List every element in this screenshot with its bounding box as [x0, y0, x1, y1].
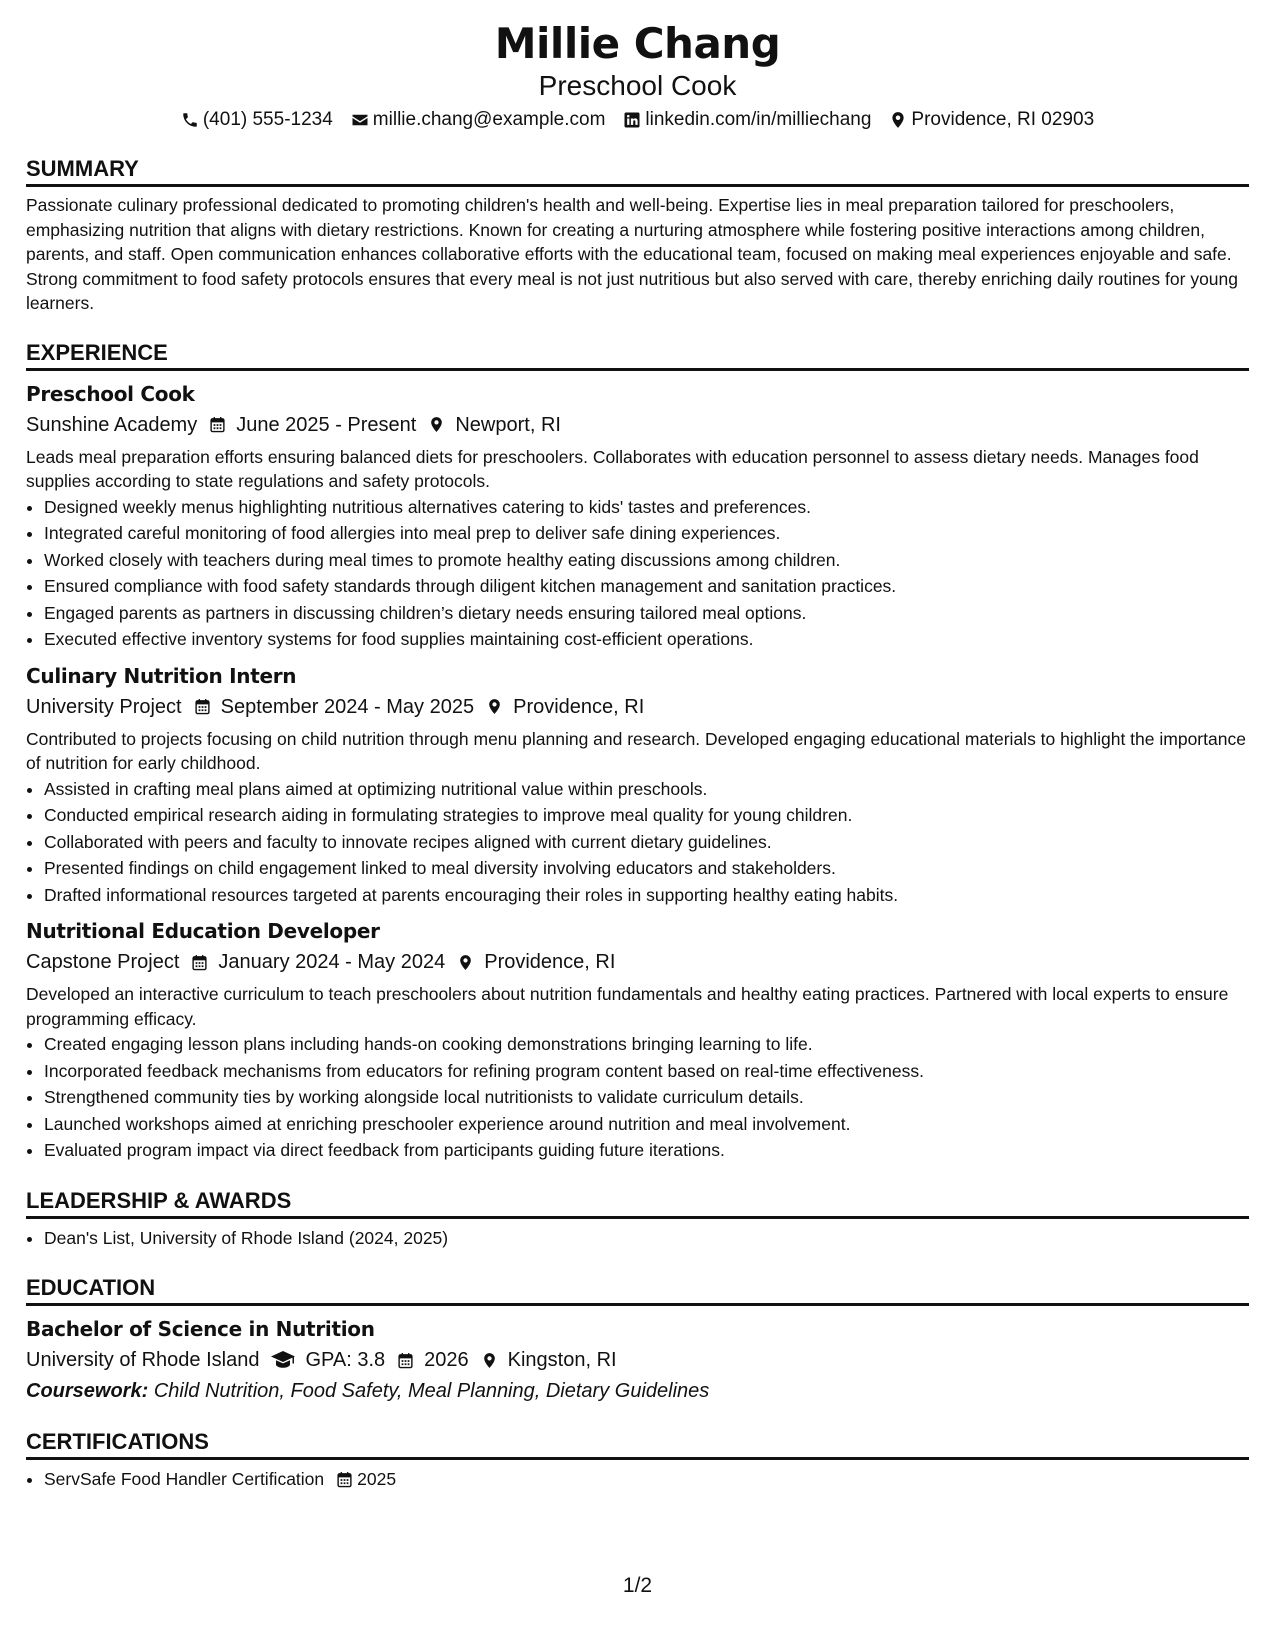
list-item: [44, 1466, 1249, 1493]
contact-location: [889, 108, 1094, 132]
graduation-cap-icon: [271, 1350, 295, 1370]
coursework-text: Child Nutrition, Food Safety, Meal Planning, Dietary Guidelines: [153, 1380, 710, 1402]
job-location: Newport, RI: [455, 413, 561, 436]
calendar-icon: [191, 954, 208, 971]
education-section: [26, 1275, 1249, 1405]
calendar-icon: [397, 1352, 414, 1369]
contact-email[interactable]: [351, 108, 606, 132]
map-pin-icon: [889, 111, 907, 129]
education-meta: [26, 1346, 1249, 1374]
map-pin-icon: [486, 698, 503, 715]
list-item: • Presented findings on child engagement linked to meal diversity involving educators and stakeholders.: [44, 855, 1249, 882]
section-heading: LEADERSHIP & AWARDS: [26, 1188, 1249, 1219]
list-item: • Launched workshops aimed at enriching preschooler experience around nutrition and meal involvement.: [44, 1111, 1249, 1138]
graduation-year: 2026: [424, 1349, 469, 1371]
summary-text: Passionate culinary professional dedicated to promoting children's health and well-being. Expertise lies in meal preparation tailored for preschoolers, emphasizing nutrition that aligns with dietary restrictions. Known for creating a nurturing atmosphere while fostering positive interactions among children, parents, and staff. Open communication enhances collaborative efforts with the educational team, focused on making meal experiences enjoyable and safe. Strong commitment to food safety protocols ensures that every meal is not just nutritious but also served with care, thereby enriching daily routines for young learners.: [26, 195, 1238, 313]
job-title: Preschool Cook: [26, 381, 195, 406]
job-bullets: [26, 776, 1249, 909]
job-dates: January 2024 - May 2024: [218, 951, 446, 973]
list-item: • Engaged parents as partners in discussing children’s dietary needs ensuring tailored meal options.: [44, 600, 1249, 627]
linkedin-link[interactable]: linkedin.com/in/milliechang: [645, 109, 872, 130]
list-item: • Worked closely with teachers during meal times to promote healthy eating discussions among children.: [44, 547, 1249, 574]
coursework-label: Coursework:: [26, 1380, 149, 1402]
organization-name: University Project: [26, 695, 182, 718]
list-item: • Created engaging lesson plans including hands-on cooking demonstrations bringing learning to life.: [44, 1031, 1249, 1058]
job-description: Developed an interactive curriculum to teach preschoolers about nutrition fundamentals and healthy eating practices. Partnered with local experts to ensure programming efficacy.: [26, 984, 1229, 1029]
job-title: Culinary Nutrition Intern: [26, 663, 297, 688]
phone-icon: [181, 111, 199, 129]
organization-name: Sunshine Academy: [26, 413, 198, 436]
list-item: • Ensured compliance with food safety standards through diligent kitchen management and sanitation practices.: [44, 573, 1249, 600]
job-entry: [26, 381, 1249, 653]
certification-year: 2025: [357, 1469, 397, 1489]
contact-line: [26, 108, 1249, 132]
location-text: Providence, RI 02903: [911, 109, 1095, 130]
calendar-icon: [209, 416, 226, 433]
gpa-text: GPA: 3.8: [305, 1349, 386, 1371]
job-description: Contributed to projects focusing on child nutrition through menu planning and research. Developed engaging educational materials to highlight the importance of nutrition for early childhood.: [26, 728, 1246, 773]
email-link[interactable]: millie.chang@example.com: [372, 109, 606, 130]
job-entry: [26, 918, 1249, 1164]
envelope-icon: [351, 111, 369, 129]
candidate-title: Preschool Cook: [538, 70, 737, 101]
candidate-name: Millie Chang: [494, 19, 781, 68]
experience-section: [26, 340, 1249, 1164]
list-item: • Strengthened community ties by working alongside local nutritionists to validate curriculum details.: [44, 1084, 1249, 1111]
job-dates: June 2025 - Present: [236, 413, 417, 436]
linkedin-icon: [623, 111, 641, 129]
job-meta: [26, 693, 1249, 721]
award-list: [26, 1225, 1249, 1252]
school-name: University of Rhode Island: [26, 1349, 260, 1371]
certification-name: • ServSafe Food Handler Certification: [44, 1469, 325, 1489]
calendar-icon: [194, 698, 211, 715]
job-meta: [26, 948, 1249, 976]
resume-page: [26, 18, 1249, 1493]
section-heading: SUMMARY: [26, 156, 1249, 187]
contact-phone: [181, 108, 333, 132]
list-item: • Conducted empirical research aiding in formulating strategies to improve meal quality for young children.: [44, 802, 1249, 829]
section-heading: EDUCATION: [26, 1275, 1249, 1306]
job-location: Providence, RI: [513, 695, 645, 718]
job-location: Providence, RI: [484, 951, 616, 973]
list-item: • Collaborated with peers and faculty to innovate recipes aligned with current dietary guidelines.: [44, 829, 1249, 856]
job-entry: [26, 663, 1249, 909]
summary-section: [26, 156, 1249, 316]
coursework-line: [26, 1377, 1249, 1405]
job-list: [26, 381, 1249, 1164]
organization-name: Capstone Project: [26, 951, 180, 973]
contact-linkedin[interactable]: [623, 108, 871, 132]
list-item: • Evaluated program impact via direct feedback from participants guiding future iterations.: [44, 1137, 1249, 1164]
job-title: Nutritional Education Developer: [26, 919, 380, 943]
page-number: 1/2: [622, 1574, 653, 1597]
job-bullets: [26, 1031, 1249, 1164]
list-item: • Integrated careful monitoring of food allergies into meal prep to deliver safe dining experiences.: [44, 520, 1249, 547]
job-meta: [26, 411, 1249, 439]
map-pin-icon: [481, 1352, 498, 1369]
section-heading: EXPERIENCE: [26, 340, 1249, 371]
calendar-icon: [336, 1471, 353, 1488]
job-dates: September 2024 - May 2025: [220, 695, 475, 718]
leadership-section: [26, 1188, 1249, 1252]
map-pin-icon: [428, 416, 445, 433]
job-description: Leads meal preparation efforts ensuring balanced diets for preschoolers. Collaborates with education personnel to assess dietary needs. Manages food supplies according to state regulations and safety protocols.: [26, 446, 1199, 491]
list-item: • Executed effective inventory systems for food supplies maintaining cost-efficient operations.: [44, 626, 1249, 653]
list-item: • Drafted informational resources targeted at parents encouraging their roles in supporting healthy eating habits.: [44, 882, 1249, 909]
school-location: Kingston, RI: [507, 1349, 617, 1371]
certifications-section: [26, 1429, 1249, 1493]
degree-title: Bachelor of Science in Nutrition: [26, 1317, 375, 1341]
phone-text: (401) 555-1234: [202, 109, 333, 130]
list-item: • Incorporated feedback mechanisms from educators for refining program content based on real-time effectiveness.: [44, 1058, 1249, 1085]
map-pin-icon: [457, 954, 474, 971]
list-item: • Assisted in crafting meal plans aimed at optimizing nutritional value within preschools.: [44, 776, 1249, 803]
section-heading: CERTIFICATIONS: [26, 1429, 1249, 1460]
job-bullets: [26, 494, 1249, 653]
list-item: • Designed weekly menus highlighting nutritious alternatives catering to kids' tastes and preferences.: [44, 494, 1249, 521]
certification-list: [26, 1466, 1249, 1493]
list-item: • Dean's List, University of Rhode Island (2024, 2025): [44, 1225, 1249, 1252]
